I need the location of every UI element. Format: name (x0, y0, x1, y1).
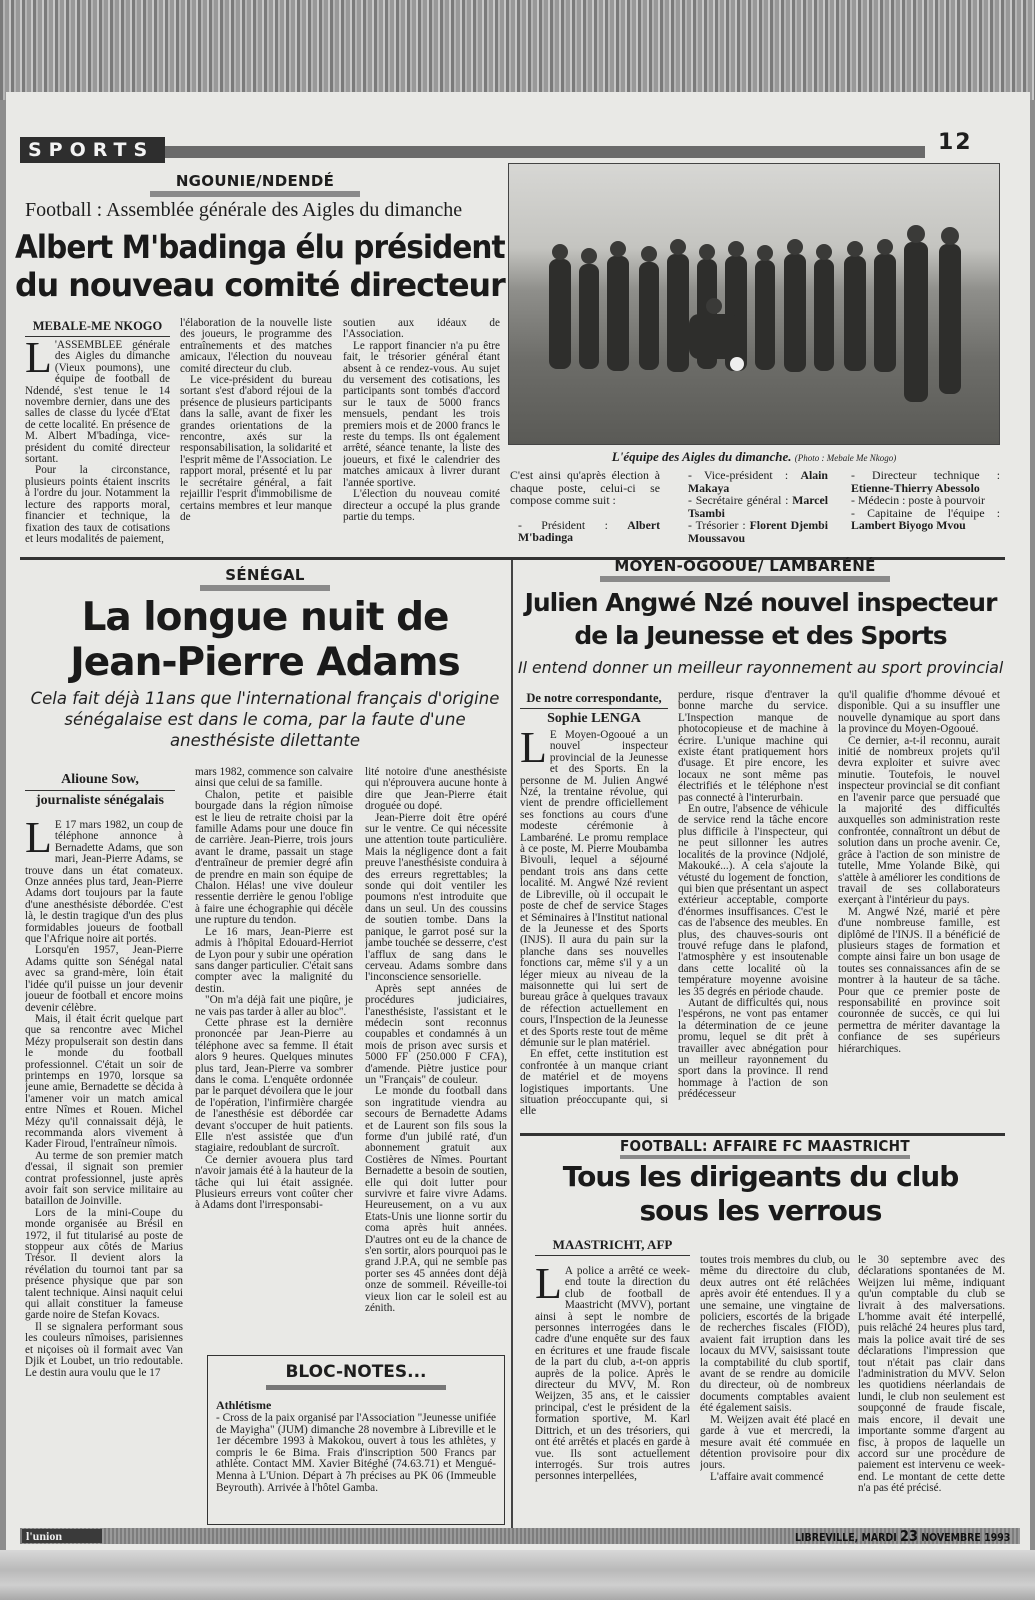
committee-column-3 (843, 469, 1000, 532)
committee-column-2 (680, 469, 828, 544)
paragraph: le 30 septembre avec des déclarations spontanées de M. Weijzen lui même, indiquant qu'un comptable du club se livrait à des malversations. L'homme avait été interpellé, puis relâché 24 heures plus tard, mais la police avait tiré de ses déclarations l'impression que tout n'était pas clair dans l'administration du MVV. Selon les quotidiens néerlandais de lundi, le club non seulement est soupçonné de fraude fiscale, mais encore, il devait une importante somme d'argent au fisc, à propos de laquelle un accord sur une procédure de paiement est intervenu ce week-end. Le montant de cette dette n'a pas été précisé. (858, 1255, 1005, 1495)
bloc-notes-category: Athlétisme (216, 1398, 272, 1412)
article4-column-2 (700, 1255, 850, 1523)
committee-entry (680, 494, 828, 519)
drop-cap: L (520, 730, 547, 772)
byline-rule (535, 1255, 690, 1256)
bloc-notes-title: BLOC-NOTES... (285, 1362, 427, 1382)
column-text (838, 690, 1000, 1055)
section-banner: SPORTS (20, 137, 165, 163)
headline-line: Tous les dirigeants du club (562, 1160, 959, 1193)
column-text (858, 1255, 1005, 1495)
article4-byline: MAASTRICHT, AFP (552, 1237, 673, 1252)
bloc-notes-box (207, 1355, 505, 1525)
committee-role: - Vice-président : (688, 468, 801, 482)
committee-name: Marcel Tsambi (688, 493, 828, 520)
paragraph: Le 16 mars, Jean-Pierre est admis à l'hôpital Edouard-Herriot de Lyon pour y subir une opération sans danger particulier. C'était sans compter avec la malignité du destin. (195, 925, 353, 995)
article3-headline (518, 586, 1003, 652)
author-title: journaliste sénégalais (36, 793, 164, 808)
paragraph: Après sept années de procédures judiciaires, l'anesthésiste, l'assistant et le médecin sont reconnus coupables et condamnés à un mois de prison avec sursis et 5000 FF (250.000 F CFA), d'amende. Piètre justice pour un "Français" de couleur. (365, 982, 507, 1086)
paragraph: Autant de difficultés qui, nous l'espérons, ne vont pas entamer la détermination de ce jeune promu, lequel se dit prêt à travailler avec abnégation pour un meilleur rayonnement du sport dans la province. Il rend hommage à l'action de son prédécesseur (678, 996, 828, 1101)
kicker-bar (150, 191, 360, 197)
article2-headline (20, 595, 510, 685)
article2-kicker: SÉNÉGAL (225, 566, 305, 584)
article2-deck: Cela fait déjà 11ans que l'international français d'origine sénégalaise est dans le coma, par la faute d'une anesthésiste dilettante (30, 689, 500, 750)
article1-headline (15, 228, 505, 304)
paragraph: soutien aux idéaux de l'Association. (343, 318, 500, 341)
scan-background-top (0, 0, 1035, 100)
paragraph: mars 1982, commence son calvaire ainsi que celui de sa famille. (195, 767, 353, 790)
photo-caption (508, 449, 1000, 465)
committee-entry (680, 469, 828, 494)
committee-entry (843, 469, 1000, 494)
paragraph: Mais, il était écrit quelque part que sa rencontre avec Michel Mézy propulserait son destin dans le monde du football professionnel. C'était un soir de printemps en 1970, lorsque sa jeune amie, Bernadette se décida à l'amener voir un match amical entre Nîmes et Rouen. Michel Mézy qu'il connaissait déjà, le recommanda alors vivement à Kader Firoud, l'entraîneur nîmois. (25, 1012, 183, 1151)
committee-role: - Directeur technique : (851, 468, 1000, 482)
article3-column-1 (520, 730, 668, 1130)
headline-line: Albert M'badinga élu président (15, 228, 505, 266)
paragraph: M. Weijzen avait été placé en garde à vue et mercredi, la mesure avait été commuée en détention provisoire pour dix jours. (700, 1413, 850, 1472)
paragraph: En effet, cette institution est confrontée à un manque criant de matériel et de moyens logistiques importants. Une situation préoccupante qui, si elle (520, 1048, 668, 1118)
scan-background-bottom (0, 1550, 1035, 1600)
headline-line: La longue nuit de (81, 595, 449, 640)
article4-kicker: FOOTBALL: AFFAIRE FC MAASTRICHT (620, 1137, 910, 1155)
paragraph: Ce dernier avouera plus tard n'avoir jamais été à la hauteur de la tâche qui lui était assignée. Plusieurs erreurs vont coûter cher à Adams dont l'irresponsabi- (195, 1153, 353, 1212)
column-text (365, 767, 507, 1315)
drop-cap: L (535, 1266, 562, 1308)
paragraph: L'affaire avait commencé (710, 1470, 824, 1483)
headline-line: Jean-Pierre Adams (70, 640, 460, 685)
article4-column-1 (535, 1266, 690, 1511)
kicker-bar (200, 585, 330, 591)
paragraph: Le rapport financier n'a pu être fait, le trésorier général étant absent à ce rendez-vous. Au sujet du versement des cotisations, les participants sont tombés d'accord sur le taux de 5000 francs mensuels, pendant les trois premiers mois et de 2000 francs le reste du temps. Ils ont également arrêté, séance tenante, la liste des joueurs, et fixé le calendrier des matches amicaux à livrer durant l'année sportive. (343, 339, 500, 489)
column-text (700, 1255, 850, 1483)
paragraph: Jean-Pierre doit être opéré sur le ventre. Ce qui nécessite une attention toute particulière. Mais la négligence dont a fait preuve l'anesthésiste conduira à des erreurs regrettables; la sonde qui doit ventiler les poumons n'est introduite que dans un seul. Un des coussins de soutien tombe. Dans la panique, le garrot posé sur la jambe touchée se desserre, c'est l'afflux de sang dans le cerveau. Adams sombre dans l'inconscience sensorielle. (365, 811, 507, 984)
article1-byline-block (25, 318, 170, 339)
article3-byline-block (520, 690, 668, 727)
team-photo (508, 163, 1000, 445)
committee-name: Florent Djembi Moussavou (688, 518, 828, 545)
column-text (195, 767, 353, 1212)
photo-credit: (Photo : Mebale Me Nkogo) (794, 453, 897, 463)
composition-intro: C'est ainsi qu'après élection à chaque poste, celui-ci se compose comme suit : (510, 468, 660, 507)
header-rule (165, 146, 925, 158)
paragraph: M. Angwé Nzé, marié et père d'une nombreuse famille, est diplômé de l'INJS. Il a bénéficié de plusieurs stages de formation et compte ainsi faire un bon usage de toutes ses connaissances afin de se montrer à la hauteur de sa tâche. Pour que ce premier poste de responsabilité en province soit couronnée de succès, ce qui lui permettra de mériter davantage la confiance de ses supérieurs hiérarchiques. (838, 905, 1000, 1055)
paragraph: Le vice-président du bureau sortant s'est d'abord réjoui de la présence de plusieurs participants dans la salle, avant de fixer les grandes orientations de la rencontre, axés sur la responsabilisation, la solidarité et l'esprit même de l'Association. Le rapport moral, présenté et lu par le secrétaire général, a fait rejaillir l'esprit d'immobilisme de certains membres et leur manque de (180, 374, 332, 523)
headline-line: du nouveau comité directeur (15, 266, 505, 304)
article1-subhead: Football : Assemblée générale des Aigles du dimanche (25, 199, 463, 221)
article3-column-2 (678, 690, 828, 1130)
committee-role: - Président : (518, 517, 628, 532)
paragraph: E Moyen-Ogooué a un nouvel inspecteur provincial de la Jeunesse et des Sports. En la personne de M. Julien Angwé Nzé, la trentaine révolue, qui vient de prendre officiellement ses fonctions au cours d'une modeste cérémonie à Lambaréné. Le promu remplace à ce poste, M. Pierre Moubamba Bivouli, lequel a séjourné pendant trois ans dans cette localité. M. Angwé Nzé revient de Libreville, où il occupait le poste de chef de service Stages et Séminaires à l'Institut national de la Jeunesse et des Sports (INJS). Il aura du pain sur la planche dans ses nouvelles fonctions car, même s'il y a un léger mieux au niveau de la maisonnette qui lui sert de bureau grâce à quelques travaux de réfection actuellement en cours, l'Inspection de la Jeunesse et des Sports reste tout de même démunie sur le plan matériel. (520, 730, 668, 1049)
page-number: 12 (938, 130, 973, 155)
byline-rule (25, 336, 170, 337)
article1-column-3 (343, 318, 500, 555)
dateline (795, 1527, 1011, 1546)
article1-kicker: NGOUNIE/NDENDÉ (175, 172, 335, 190)
dateline-city-day: LIBREVILLE, MARDI (795, 1531, 897, 1544)
paragraph: Ce dernier, a-t-il reconnu, aurait initié de nombreux projets qu'il devra exploiter et suivre avec minutie. Toutefois, le nouvel inspecteur provincial se dit confiant en l'avenir parce que persuadé que la majorité des difficultés auxquelles son administration reste confrontée, connaîtront un début de solution dans un proche avenir. Ce, grâce à l'action de son ministre de tutelle, Mme Yolande Bikè, qui s'attèle à améliorer les conditions de travail de ses collaborateurs exerçant à l'intérieur du pays. (838, 734, 1000, 907)
headline-line: Julien Angwé Nzé nouvel inspecteur (524, 588, 997, 617)
article2-column-3 (365, 767, 507, 1347)
article4-headline (518, 1160, 1003, 1228)
author-name: Alioune Sow, (61, 772, 139, 787)
column-divider (511, 560, 513, 1528)
paragraph: L'élection du nouveau comité directeur a occupé la plus grande partie du temps. (343, 488, 500, 523)
author-name: Sophie LENGA (547, 711, 641, 726)
kicker-bar (600, 576, 890, 582)
paragraph: "On m'a déjà fait une piqûre, je ne vais pas tarder à aller au bloc". (195, 994, 353, 1018)
column-text (520, 730, 668, 1118)
paragraph: E 17 mars 1982, un coup de téléphone annonce à Bernadette Adams, que son mari, Jean-Pierre Adams, se trouve dans un état comateux. Onze années plus tard, Jean-Pierre Adams dort toujours par la faute d'une anesthésiste débordée. C'est là, le destin tragique d'un des plus formidables joueurs de football que l'Afrique noire ait portés. (25, 820, 183, 946)
committee-name: Lambert Biyogo Mvou (851, 518, 966, 532)
headline-line: de la Jeunesse et des Sports (574, 621, 947, 650)
paragraph: Le monde du football dans son ingratitude viendra au secours de Bernadette Adams et de Laurent son fils sous la forme d'un jubilé raté, d'un abonnement gratuit aux Costières de Nîmes. Pourtant Bernadette a besoin de soutien, elle qui doit lutter pour survivre et faire vivre Adams. Heureusement, on a vu aux Etats-Unis une lionne sortir du coma après huit années. D'autres ont eu de la chance de s'en sortir, alors pourquoi pas le grand J.P.A, qui ne semble pas porter ses 45 années dont déjà onze de sommeil. Réveille-toi vieux lion car le soleil est au zénith. (365, 1085, 507, 1315)
paragraph: En outre, l'absence de véhicule de service rend la tâche encore plus difficile à l'inspecteur, qui ne peut sillonner les autres localités de la province (Ndjolé, Makouké...). A cela s'ajoute la vétusté du logement de fonction, qui bien que présentant un aspect extérieur acceptable, comporte d'énormes insuffisances. C'est le cas de l'absence des meubles. En plus, des chauves-souris ont trouvé refuge dans le plafond, l'atmosphère y est insoutenable dans cette localité où la température moyenne avoisine les 35 degrés en période chaude. (678, 803, 828, 998)
dateline-day-number: 23 (900, 1527, 918, 1545)
paragraph: Il se signalera performant sous les couleurs nîmoises, parisiennes et niçoises où il formait avec Van Djik et Loubet, un trio redoutable. Le destin aura voulu que le 17 (25, 1320, 183, 1379)
paragraph: Au terme de son premier match d'essai, il signait son premier contrat professionnel, juste après avoir fait son service militaire au bataillon de Joinville. (25, 1149, 183, 1208)
drop-cap: L (25, 820, 52, 862)
bloc-notes-bar (266, 1385, 446, 1390)
column-text (180, 318, 332, 523)
paragraph: A police a arrêté ce week-end toute la direction du club de football de Maastricht (MVV), portant ainsi à sept le nombre de personnes interrogées dans le cadre d'une enquête sur des faux en écritures et une fraude fiscale de la part du club, a-t-on appris auprès de la police. Après le directeur du MVV, M. Ron Weijzen, 35 ans, et le caissier principal, c'est le président de la formation sportive, M. Karl Dittrich, et un des trésoriers, qui ont été arrêtés et placés en garde à vue. Ils sont actuellement interrogés. Sur trois autres personnes interpellées, (535, 1266, 690, 1483)
byline-rule (520, 708, 668, 709)
dateline-month-year: NOVEMBRE 1993 (921, 1531, 1011, 1544)
paragraph: qu'il qualifie d'homme dévoué et disponible. Qui a su insuffler une nouvelle dynamique au sport dans la province du Moyen-Ogooué. (838, 690, 1000, 736)
article4-column-3 (858, 1255, 1005, 1523)
article3-column-3 (838, 690, 1000, 1130)
article4-byline-block (535, 1237, 690, 1258)
committee-entry (510, 519, 660, 544)
byline-rule (25, 790, 175, 791)
author-intro: De notre correspondante, (526, 691, 662, 705)
paragraph: Lors de la mini-Coupe du monde organisée au Brésil en 1972, il fut titularisé au poste de stoppeur aux côtés de Marius Trésor. Il devient alors la révélation du tournoi tant par sa présence physique que par son talent technique. Ainsi naquit celui qui allait constituer la fameuse garde noire de Stefan Kovacs. (25, 1206, 183, 1322)
committee-column-1 (510, 469, 660, 544)
article3-kicker: MOYEN-OGOOUE/ LAMBARÉNÉ (614, 557, 876, 575)
paragraph: Chalon, petite et paisible bourgade dans la région nîmoise est le lieu de retraite choisi par la famille Adams pour une douce fin de carrière. Jean-Pierre, trois jours avant le drame, passait un stage d'entraîneur de premier degré afin de prendre en main son équipe de Chalon. Hélas! une vive douleur ressentie derrière le genou l'oblige à faire une échographie qui décèle une rupture du tendon. (195, 788, 353, 927)
kicker-bar (620, 1155, 910, 1159)
article1-byline: MEBALE-ME NKOGO (32, 319, 163, 333)
drop-cap: L (25, 340, 52, 382)
column-text (25, 820, 183, 1379)
paragraph: l'élaboration de la nouvelle liste des joueurs, le programme des entraînements et des matches amicaux, l'élection du nouveau comité directeur du club. (180, 318, 332, 375)
article1-column-1 (25, 340, 170, 555)
committee-role: - Trésorier : (688, 518, 750, 532)
committee-name: Alain Makaya (688, 468, 828, 495)
committee-name: Etienne-Thierry Abessolo (851, 480, 980, 495)
committee-entry (680, 519, 828, 544)
committee-role: - Capitaine de l'équipe : (851, 505, 1000, 520)
paragraph: toutes trois membres du club, ou même du directoire du club, deux autres ont été relâchées après avoir été entendues. Il y a une semaine, une vingtaine de policiers, escortés de la brigade de recherches fiscales (FIOD), avaient fait irruption dans les locaux du MVV, saisissant toute la comptabilité du club sportif, avant de se rendre au domicile du directeur, où de nombreux documents comptables avaient été également saisis. (700, 1255, 850, 1415)
paragraph: lité notoire d'une anesthésiste qui n'éprouvera aucune honte à dire que Jean-Pierre était droguée ou dopé. (365, 767, 507, 813)
newspaper-logo: l'union (22, 1529, 102, 1543)
team-photo-figures (509, 164, 1000, 445)
paragraph: Pour la circonstance, plusieurs points étaient inscrits à l'ordre du jour. Notamment la lecture des rapports moral, financier et technique, la fixation des taux de cotisations et leurs modalités de paiement, (25, 464, 170, 545)
committee-entry (843, 507, 1000, 532)
headline-line: sous les verrous (639, 1194, 882, 1227)
paragraph: Lorsqu'en 1957, Jean-Pierre Adams quitte son Sénégal natal avec sa grand-mère, loin était l'idée qu'il puisse un jour devenir joueur de football et encore moins devenir célèbre. (25, 944, 183, 1014)
article2-column-1 (25, 820, 183, 1528)
paragraph: 'ASSEMBLEE générale des Aigles du dimanche (Vieux poumons), une équipe de football de Ndendé, s'est tenue le 14 novembre dernier, dans une des salles de classe du lycée d'Etat de cette localité. En présence de M. Albert M'badinga, vice-président du comité directeur sortant. (25, 340, 170, 466)
caption-text: L'équipe des Aigles du dimanche. (611, 449, 792, 464)
article2-column-2 (195, 767, 353, 1347)
column-text (343, 318, 500, 523)
column-text (678, 690, 828, 1101)
committee-role: - Secrétaire général : (688, 493, 793, 507)
paragraph: perdure, risque d'entraver la bonne marche du service. L'Inspection manque de photocopieuse et de machine à écrire. L'unique machine qui existe étant pratiquement hors d'usage. Et pire encore, les locaux ne sont même pas électrifiés et le téléphone n'est pas connecté à l'interurbain. (678, 690, 828, 804)
paragraph: Cette phrase est la dernière prononcée par Jean-Pierre au téléphone avec sa femme. Il était alors 9 heures. Quelques minutes plus tard, Jean-Pierre va sombrer dans le coma. L'enquête ordonnée par le parquet dévoilera que le jour de l'opération, l'infirmière chargée de l'anesthésie est débordée car devant s'occuper de huit patients. Elle n'est assistée que d'un stagiaire, redoublant de surcroît. (195, 1016, 353, 1155)
article1-column-2 (180, 318, 332, 555)
article3-deck: Il entend donner un meilleur rayonnement au sport provincial (518, 658, 1004, 677)
committee-role: - Médecin : poste à pourvoir (851, 493, 985, 507)
section-rule (520, 1133, 1005, 1136)
committee-name: Albert M'badinga (518, 517, 660, 544)
article2-byline-block (25, 772, 175, 809)
bloc-notes-text: - Cross de la paix organisé par l'Association "Jeunesse unifiée de Mayigha" (JUM) dimanche 28 novembre à Libreville et le 1er décembre 1993 à Makokou, ouvert à tous les athlètes, y compris le 6e Bima. Frais d'inscription 500 Francs par athlète. Contact MM. Xavier Bitéghé (74.63.71) et Mengué-Menna à L'Union. Départ à 7h précises au PK 06 (Immeuble Beyrouth). Arrivée à l'hôtel Gamba. (216, 1412, 496, 1494)
